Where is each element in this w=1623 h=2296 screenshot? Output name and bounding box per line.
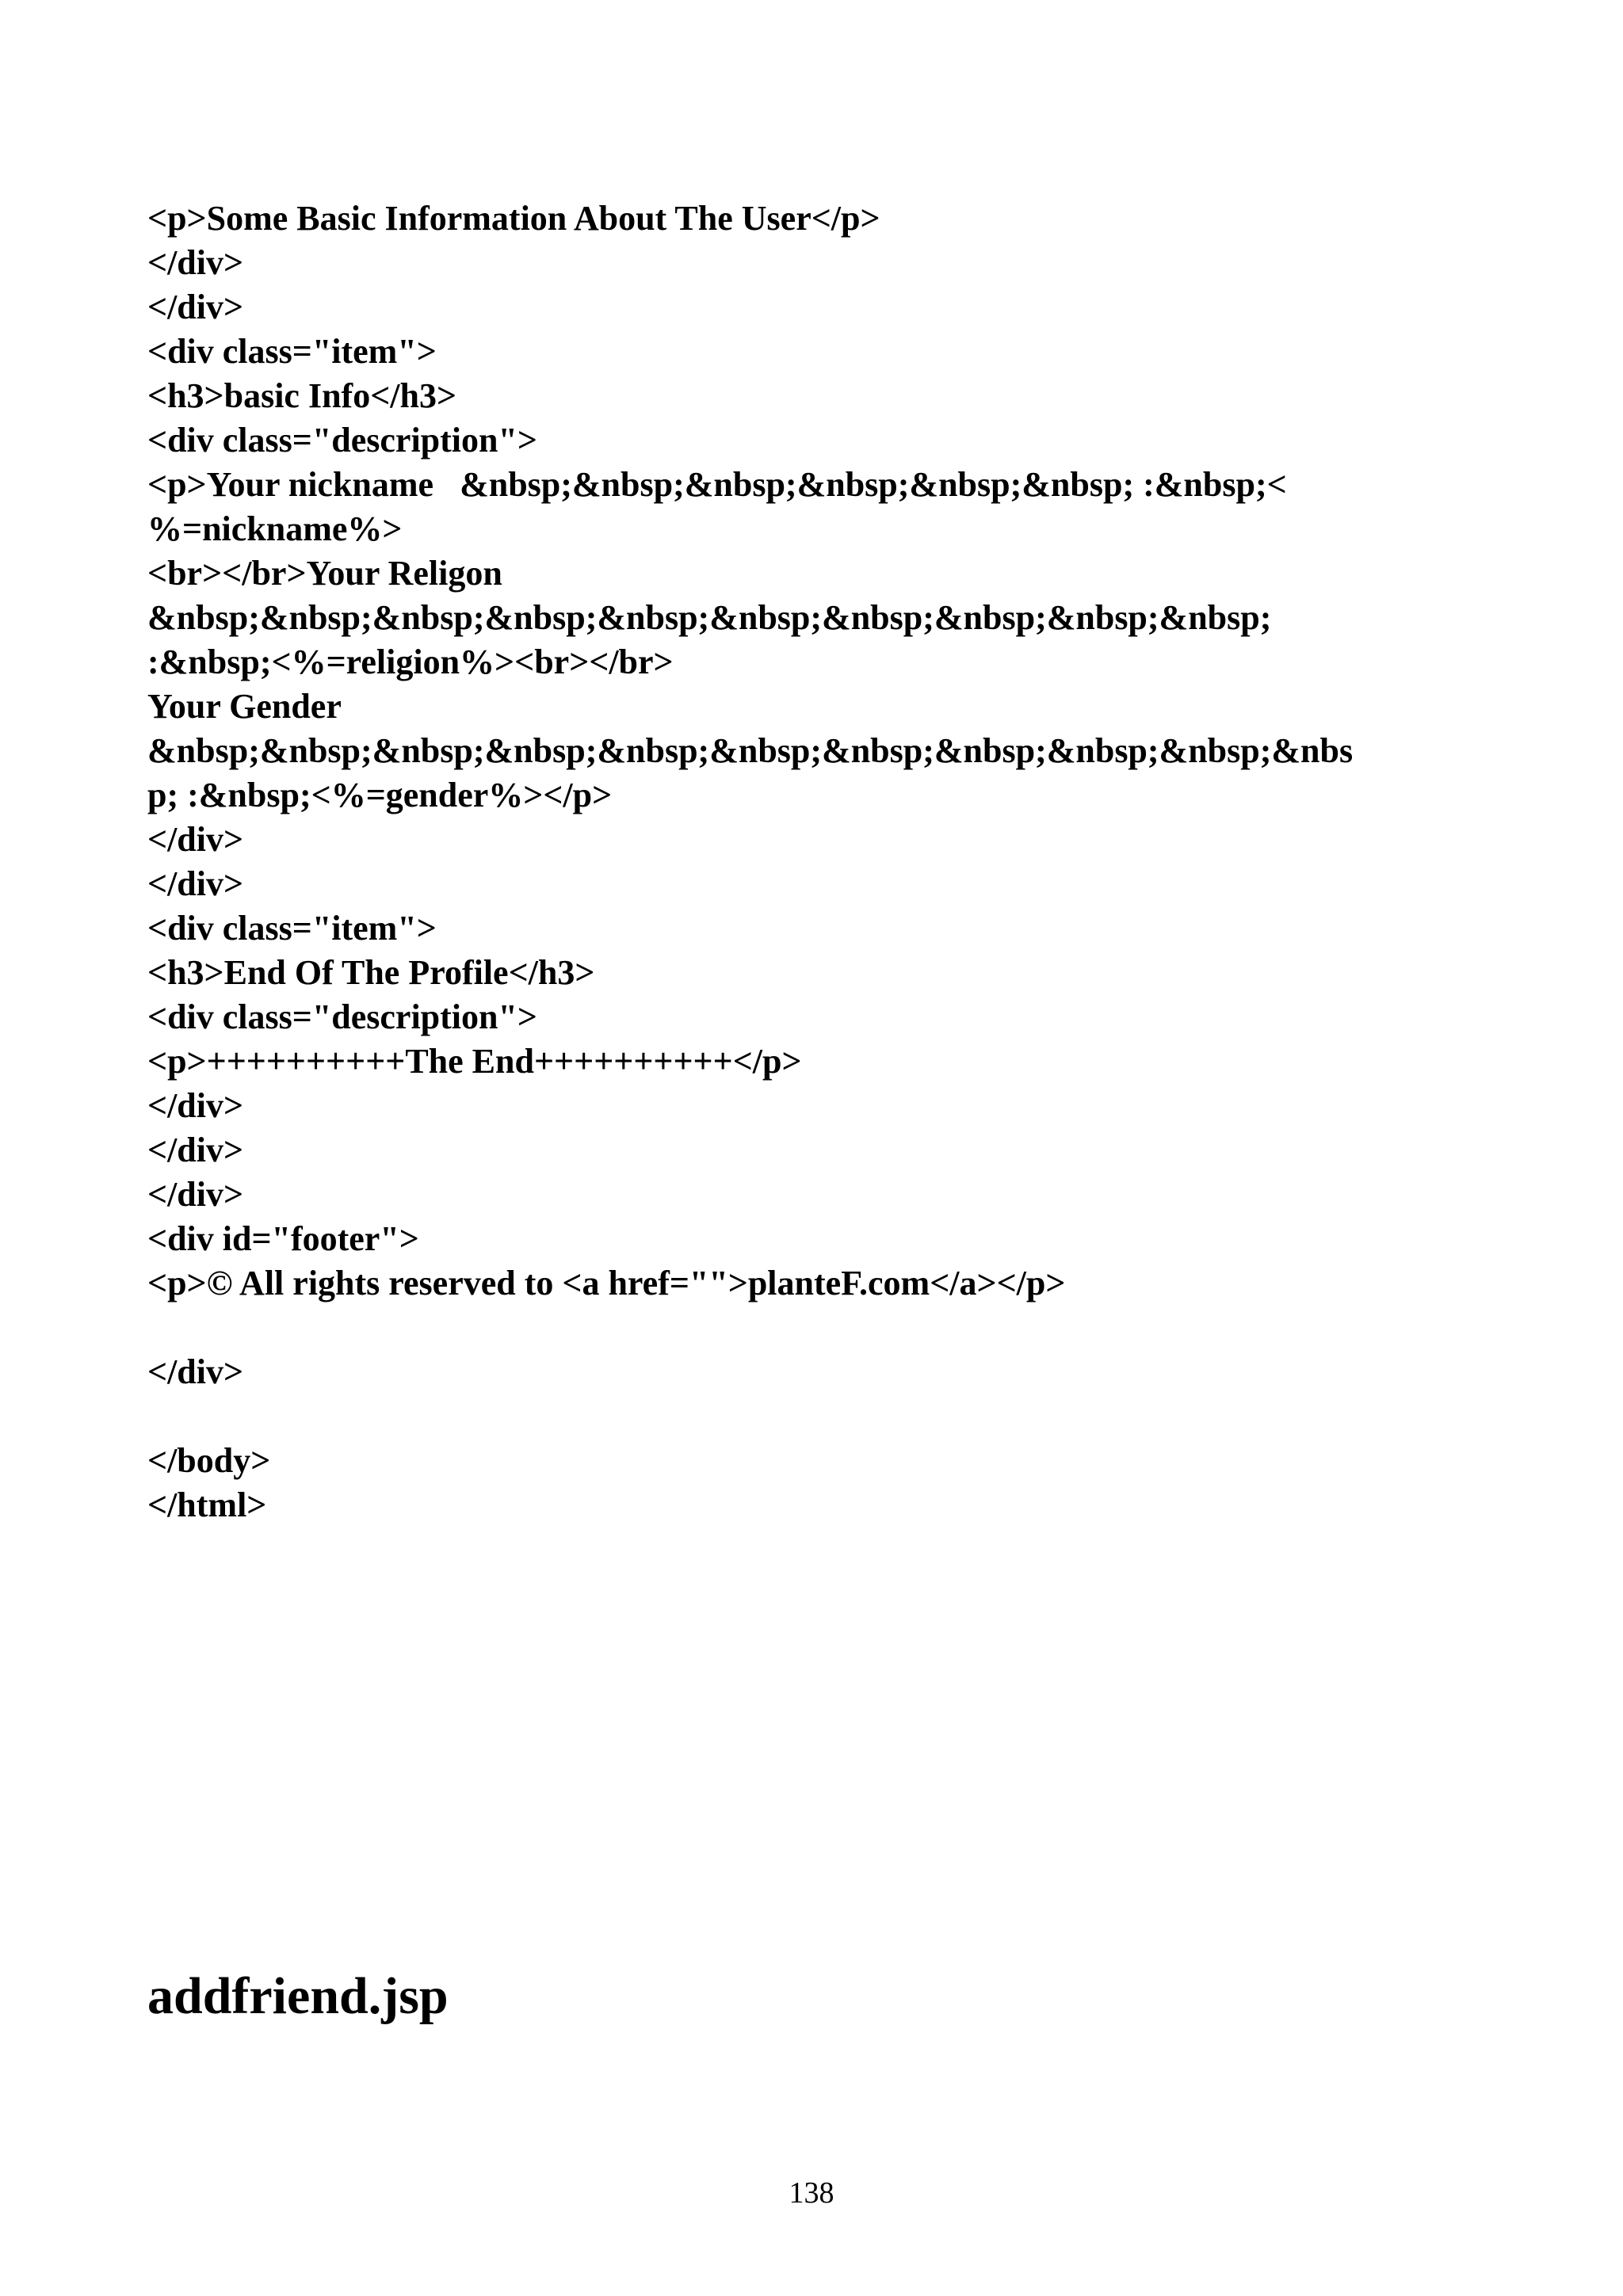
- code-line: <p>Some Basic Information About The User</p>: [147, 199, 880, 238]
- code-line: </html>: [147, 1486, 267, 1524]
- code-line: <div class="description">: [147, 997, 537, 1036]
- code-line: &nbsp;&nbsp;&nbsp;&nbsp;&nbsp;&nbsp;&nbsp;&nbsp;&nbsp;&nbsp;&nbs: [147, 731, 1354, 770]
- code-line: </div>: [147, 288, 244, 326]
- code-line: </div>: [147, 1131, 244, 1169]
- code-line: %=nickname%>: [147, 509, 403, 548]
- code-listing: [147, 196, 1510, 1527]
- blank-line: [147, 1306, 1510, 1350]
- page-number: 138: [789, 2176, 834, 2210]
- code-line: <div id="footer">: [147, 1219, 419, 1258]
- code-line: <div class="description">: [147, 421, 537, 460]
- code-line: Your Gender: [147, 687, 342, 726]
- code-line: </div>: [147, 1086, 244, 1125]
- blank-line: [147, 1394, 1510, 1439]
- code-line: p; :&nbsp;<%=gender%></p>: [147, 776, 613, 814]
- section-heading: addfriend.jsp: [147, 1967, 449, 2025]
- code-line: <h3>basic Info</h3>: [147, 376, 457, 415]
- code-line: </div>: [147, 1352, 244, 1391]
- code-line: <p>++++++++++The End++++++++++</p>: [147, 1042, 802, 1081]
- code-line: <h3>End Of The Profile</h3>: [147, 953, 595, 992]
- code-line: :&nbsp;<%=religion%><br></br>: [147, 643, 674, 681]
- code-line: </div>: [147, 243, 244, 282]
- code-line: <div class="item">: [147, 909, 437, 948]
- code-line: </div>: [147, 864, 244, 903]
- code-line: <p>Your nickname &nbsp;&nbsp;&nbsp;&nbsp;&nbsp;&nbsp; :&nbsp;<: [147, 465, 1287, 504]
- code-line: <p>© All rights reserved to <a href="">planteF.com</a></p>: [147, 1264, 1066, 1302]
- code-line: </body>: [147, 1441, 271, 1480]
- code-line: <div class="item">: [147, 332, 437, 371]
- code-line: </div>: [147, 820, 244, 859]
- code-line: <br></br>Your Religon: [147, 554, 502, 593]
- code-line: </div>: [147, 1175, 244, 1214]
- code-line: &nbsp;&nbsp;&nbsp;&nbsp;&nbsp;&nbsp;&nbsp;&nbsp;&nbsp;&nbsp;: [147, 598, 1272, 637]
